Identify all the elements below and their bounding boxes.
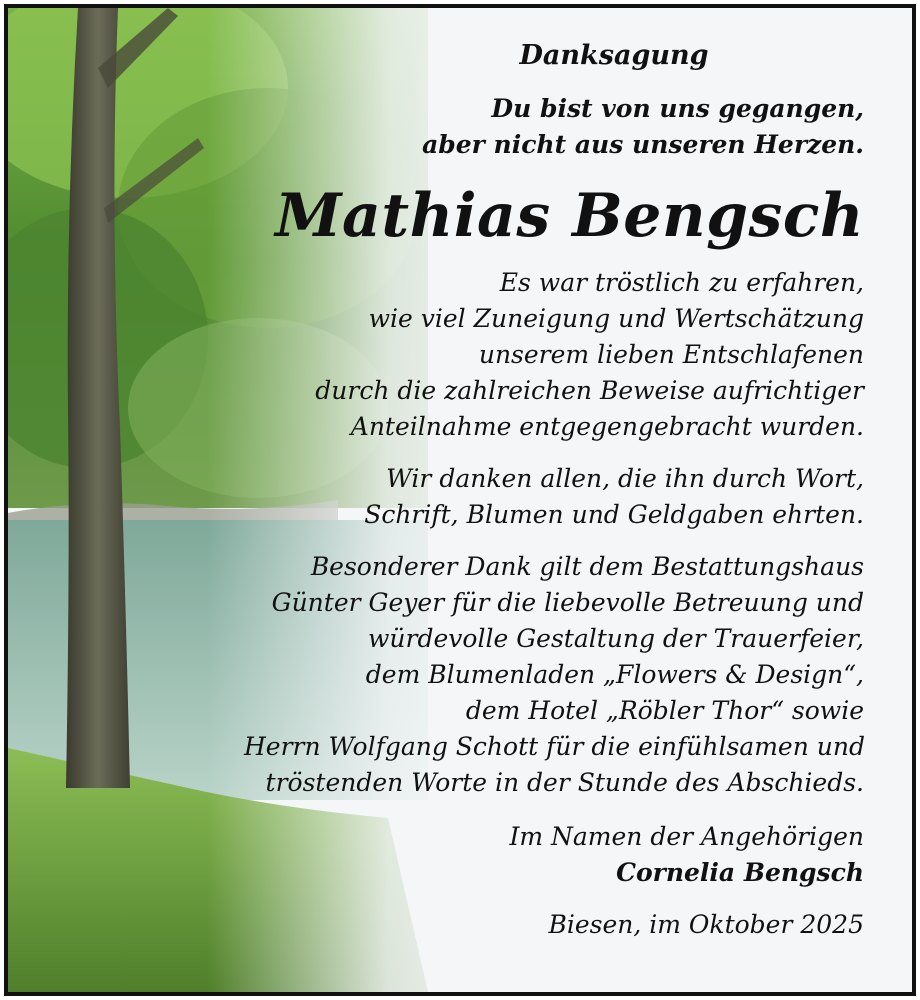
- paragraph-line: Herrn Wolfgang Schott für die einfühlsamen und: [244, 732, 865, 761]
- paragraph-line: unserem lieben Entschlafenen: [478, 340, 864, 369]
- thanks-paragraph: [244, 265, 864, 445]
- thanks-paragraph: [244, 461, 864, 533]
- paragraph-line: Es war tröstlich zu erfahren,: [499, 268, 864, 297]
- paragraph-line: würdevolle Gestaltung der Trauerfeier,: [368, 624, 864, 653]
- signature-intro: Im Namen der Angehörigen: [509, 822, 864, 851]
- paragraph-line: Anteilnahme entgegengebracht wurden.: [350, 412, 864, 441]
- paragraph-line: Günter Geyer für die liebevolle Betreuung und: [271, 588, 864, 617]
- thanks-paragraph: [244, 549, 864, 801]
- signature-block: [244, 819, 864, 891]
- intro-line: Du bist von uns gegangen,: [491, 94, 864, 123]
- notice-text-block: [244, 32, 864, 943]
- paragraph-line: Schrift, Blumen und Geldgaben ehrten.: [364, 500, 864, 529]
- paragraph-line: dem Blumenladen „Flowers & Design“,: [365, 660, 864, 689]
- paragraph-line: Wir danken allen, die ihn durch Wort,: [386, 464, 864, 493]
- signature-name: Cornelia Bengsch: [616, 858, 864, 887]
- notice-heading: Danksagung: [519, 40, 709, 71]
- place-date: Biesen, im Oktober 2025: [548, 910, 864, 939]
- paragraph-line: dem Hotel „Röbler Thor“ sowie: [465, 696, 864, 725]
- notice-frame: [4, 4, 916, 996]
- paragraph-line: wie viel Zuneigung und Wertschätzung: [368, 304, 864, 333]
- intro-verse: [244, 91, 864, 163]
- deceased-name: Mathias Bengsch: [275, 181, 864, 251]
- paragraph-line: durch die zahlreichen Beweise aufrichtiger: [315, 376, 864, 405]
- paragraph-line: Besonderer Dank gilt dem Bestattungshaus: [310, 552, 864, 581]
- intro-line: aber nicht aus unseren Herzen.: [422, 130, 864, 159]
- paragraph-line: tröstenden Worte in der Stunde des Abschieds.: [265, 768, 864, 797]
